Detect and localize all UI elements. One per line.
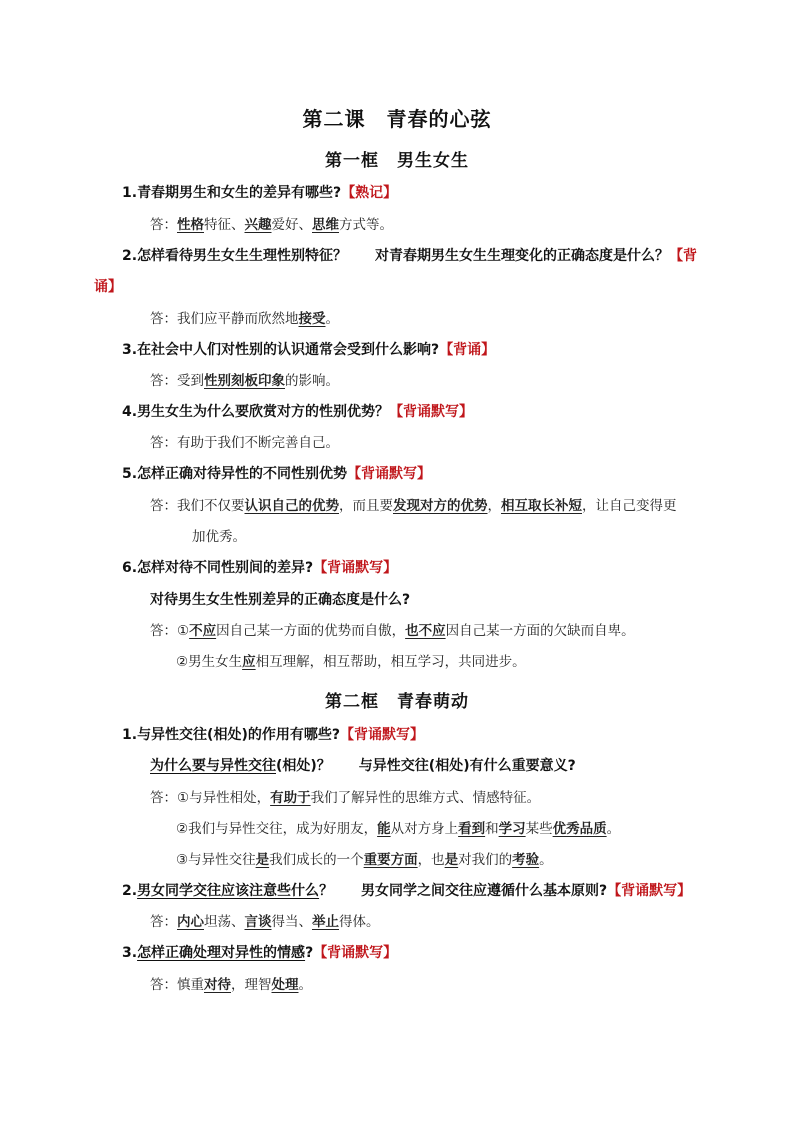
question-1: 1.青春期男生和女生的差异有哪些?【熟记】 bbox=[122, 185, 398, 201]
answer-2-2: 答：内心坦荡、言谈得当、举止得体。 bbox=[150, 914, 380, 930]
tag-badge: 【背诵默写】 bbox=[347, 466, 432, 482]
answer-6: 答：①不应因自己某一方面的优势而自傲，也不应因自己某一方面的欠缺而自卑。 bbox=[150, 623, 635, 639]
answer-2-1: 答：①与异性相处，有助于我们了解异性的思维方式、情感特征。 bbox=[150, 790, 541, 806]
answer-2: 答：我们应平静而欣然地接受。 bbox=[150, 311, 339, 327]
answer-6b: ②男生女生应相互理解，相互帮助，相互学习，共同进步。 bbox=[176, 654, 526, 670]
answer-2-1b: ②我们与异性交往，成为好朋友，能从对方身上看到和学习某些优秀品质。 bbox=[176, 821, 621, 837]
tag-badge: 【背 bbox=[669, 248, 698, 264]
answer-1: 答：性格特征、兴趣爱好、思维方式等。 bbox=[150, 217, 393, 233]
answer-2-1c: ③与异性交往是我们成长的一个重要方面，也是对我们的考验。 bbox=[176, 852, 553, 868]
question-4: 4.男生女生为什么要欣赏对方的性别优势？【背诵默写】 bbox=[122, 404, 474, 420]
tag-badge: 【背诵默写】 bbox=[607, 883, 692, 899]
tag-badge: 【熟记】 bbox=[341, 185, 398, 201]
question-6b: 对待男生女生性别差异的正确态度是什么? bbox=[150, 592, 411, 608]
answer-2-3: 答：慎重对待，理智处理。 bbox=[150, 977, 312, 993]
tag-badge: 【背诵】 bbox=[439, 342, 496, 358]
question-2: 2.怎样看待男生女生生理性别特征？ 对青春期男生女生生理变化的正确态度是什么？【背 bbox=[122, 248, 698, 264]
question-2-2: 2.男女同学交往应该注意些什么？ 男女同学之间交往应遵循什么基本原则?【背诵默写】 bbox=[122, 883, 692, 899]
question-3: 3.在社会中人们对性别的认识通常会受到什么影响?【背诵】 bbox=[122, 342, 496, 358]
question-2-1b: 为什么要与异性交往(相处)？ 与异性交往(相处)有什么重要意义? bbox=[150, 758, 576, 774]
question-2-3: 3.怎样正确处理对异性的情感?【背诵默写】 bbox=[122, 945, 398, 961]
answer-3: 答：受到性别刻板印象的影响。 bbox=[150, 373, 339, 389]
question-5: 5.怎样正确对待异性的不同性别优势【背诵默写】 bbox=[122, 466, 432, 482]
question-2-cont: 诵】 bbox=[94, 279, 122, 295]
question-2-1: 1.与异性交往(相处)的作用有哪些?【背诵默写】 bbox=[122, 727, 424, 743]
tag-badge: 【背诵默写】 bbox=[313, 560, 398, 576]
tag-badge: 【背诵默写】 bbox=[389, 404, 474, 420]
section-title-1: 第一框 男生女生 bbox=[325, 151, 469, 171]
answer-5: 答：我们不仅要认识自己的优势，而且要发现对方的优势，相互取长补短，让自己变得更 bbox=[150, 498, 677, 514]
answer-4: 答：有助于我们不断完善自己。 bbox=[150, 435, 339, 451]
tag-badge: 【背诵默写】 bbox=[339, 727, 424, 743]
answer-5-cont: 加优秀。 bbox=[192, 529, 246, 545]
question-6: 6.怎样对待不同性别间的差异?【背诵默写】 bbox=[122, 560, 398, 576]
section-title-2: 第二框 青春萌动 bbox=[325, 692, 469, 712]
tag-badge: 【背诵默写】 bbox=[313, 945, 398, 961]
page-title: 第二课 青春的心弦 bbox=[302, 107, 492, 131]
